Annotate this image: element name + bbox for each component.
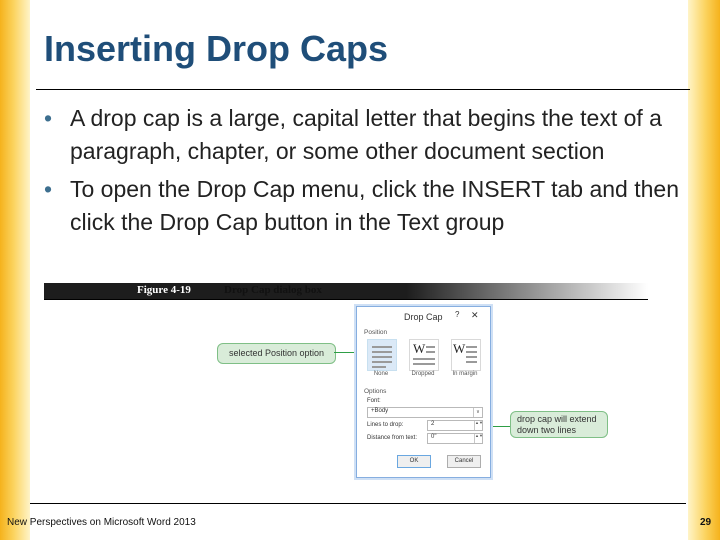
drop-cap-dialog [356,306,491,478]
cancel-button[interactable]: Cancel [447,455,481,468]
options-section-label: Options [364,388,387,395]
figure-label: Figure 4-19 [137,284,191,296]
bullet-text: A drop cap is a large, capital letter that begins the text of a paragraph, chapter, or some other document section [70,105,662,164]
footer-divider [30,503,686,504]
title-divider [36,89,690,90]
bullet-dot: • [44,105,53,131]
distance-stepper[interactable] [427,433,483,444]
bullet-text: To open the Drop Cap menu, click the INSERT tab and then click the Drop Cap button in the Text group [70,176,680,235]
distance-value: 0" [431,434,437,440]
drop-letter-icon: W [413,341,426,356]
callout-selected-position: selected Position option [217,343,336,364]
lines-to-drop-value: 2 [431,421,435,427]
lines-to-drop-label: Lines to drop: [367,422,404,428]
right-gold-edge [688,0,720,540]
position-none-label: None [373,371,389,377]
margin-letter-icon: W [453,341,466,356]
position-dropped-label: Dropped [411,371,435,377]
slide-title: Inserting Drop Caps [44,28,389,69]
chevron-down-icon: ∨ [473,408,482,417]
font-label: Font: [367,398,381,404]
font-select[interactable] [367,407,483,418]
position-in-margin-label: In margin [452,371,478,377]
bullet-list [44,102,684,244]
help-icon[interactable]: ? [455,310,460,319]
ok-button[interactable]: OK [397,455,431,468]
spin-arrows-icon[interactable]: ▲▼ [474,434,482,443]
bullet-item [44,102,684,168]
bullet-item [44,173,684,239]
left-gold-edge [0,0,30,540]
close-icon[interactable]: ✕ [471,310,479,320]
position-section-label: Position [364,329,388,336]
callout-drop-lines: drop cap will extend down two lines [510,411,608,438]
dialog-title: Drop Cap [404,312,443,322]
position-dropped-option[interactable] [409,339,439,371]
lines-to-drop-stepper[interactable] [427,420,483,431]
position-none-option[interactable] [367,339,397,371]
page-number: 29 [700,517,712,528]
footer-text: New Perspectives on Microsoft Word 2013 [7,517,196,528]
distance-label: Distance from text: [367,435,418,441]
font-value: +Body [371,408,389,414]
spin-arrows-icon[interactable]: ▲▼ [474,421,482,430]
bullet-dot: • [44,176,53,202]
figure-caption: Drop Cap dialog box [224,284,322,296]
position-in-margin-option[interactable] [451,339,481,371]
figure-caption-bar [44,283,648,300]
